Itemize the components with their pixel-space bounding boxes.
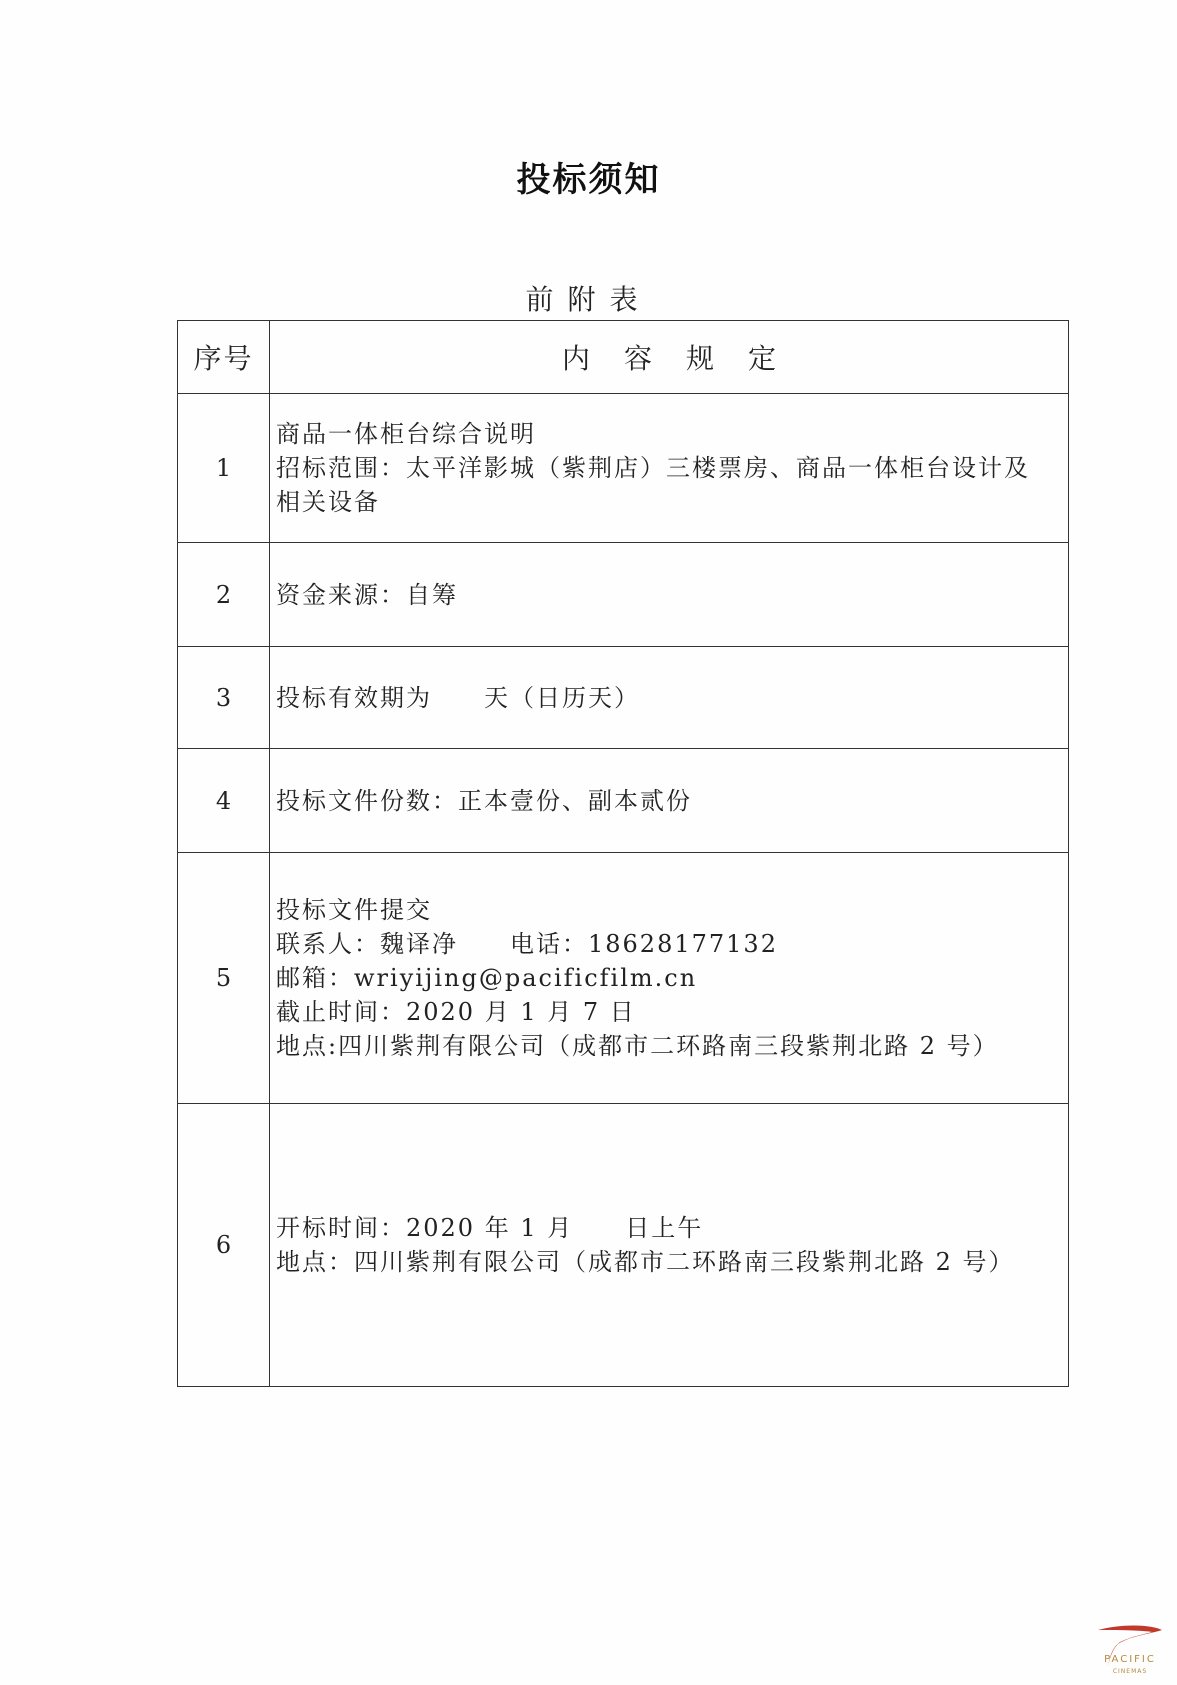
content-line: 截止时间：2020 月 1 月 7 日: [276, 998, 636, 1026]
row-seq: 1: [178, 394, 270, 543]
content-line: 地点:四川紫荆有限公司（成都市二环路南三段紫荆北路 2 号）: [276, 1032, 999, 1060]
row-seq: 3: [178, 647, 270, 749]
bidding-table: [177, 320, 1069, 1387]
row-content: [270, 1104, 1069, 1387]
content-line: 开标时间：2020 年 1 月 日上午: [276, 1214, 704, 1242]
table-row: [178, 1104, 1069, 1387]
email-line: 邮箱：wriyijing@pacificfilm.cn: [276, 964, 698, 992]
content-line: 投标文件份数：正本壹份、副本贰份: [276, 786, 692, 815]
row-seq: 2: [178, 543, 270, 647]
table-row: [178, 647, 1069, 749]
table-header-row: [178, 321, 1069, 394]
document-title: 投标须知: [516, 160, 661, 200]
table-caption: 前附表: [525, 283, 652, 316]
row-seq: 5: [178, 853, 270, 1104]
table-row: [178, 853, 1069, 1104]
header-seq: 序号: [178, 321, 270, 394]
logo-brand-text: PACIFIC: [1104, 1654, 1156, 1665]
content-line: 地点：四川紫荆有限公司（成都市二环路南三段紫荆北路 2 号）: [276, 1248, 1015, 1276]
row-content: [270, 853, 1069, 1104]
content-line: 资金来源：自筹: [276, 580, 458, 609]
logo-sub-text: CINEMAS: [1112, 1668, 1148, 1675]
content-line: 商品一体柜台综合说明: [276, 420, 536, 448]
table-row: [178, 394, 1069, 543]
table-row: [178, 543, 1069, 647]
content-line: 投标有效期为 天（日历天）: [276, 683, 640, 712]
content-line: 联系人：魏译净 电话：18628177132: [276, 930, 778, 958]
header-content: 内容规定: [270, 321, 1069, 394]
table-row: [178, 749, 1069, 853]
row-seq: 6: [178, 1104, 270, 1387]
content-line: 招标范围：太平洋影城（紫荆店）三楼票房、商品一体柜台设计及: [276, 454, 1030, 482]
content-line: 相关设备: [276, 488, 380, 516]
row-seq: 4: [178, 749, 270, 853]
row-content: [270, 749, 1069, 853]
content-line: 投标文件提交: [276, 896, 432, 924]
row-content: [270, 647, 1069, 749]
row-content: [270, 394, 1069, 543]
row-content: [270, 543, 1069, 647]
